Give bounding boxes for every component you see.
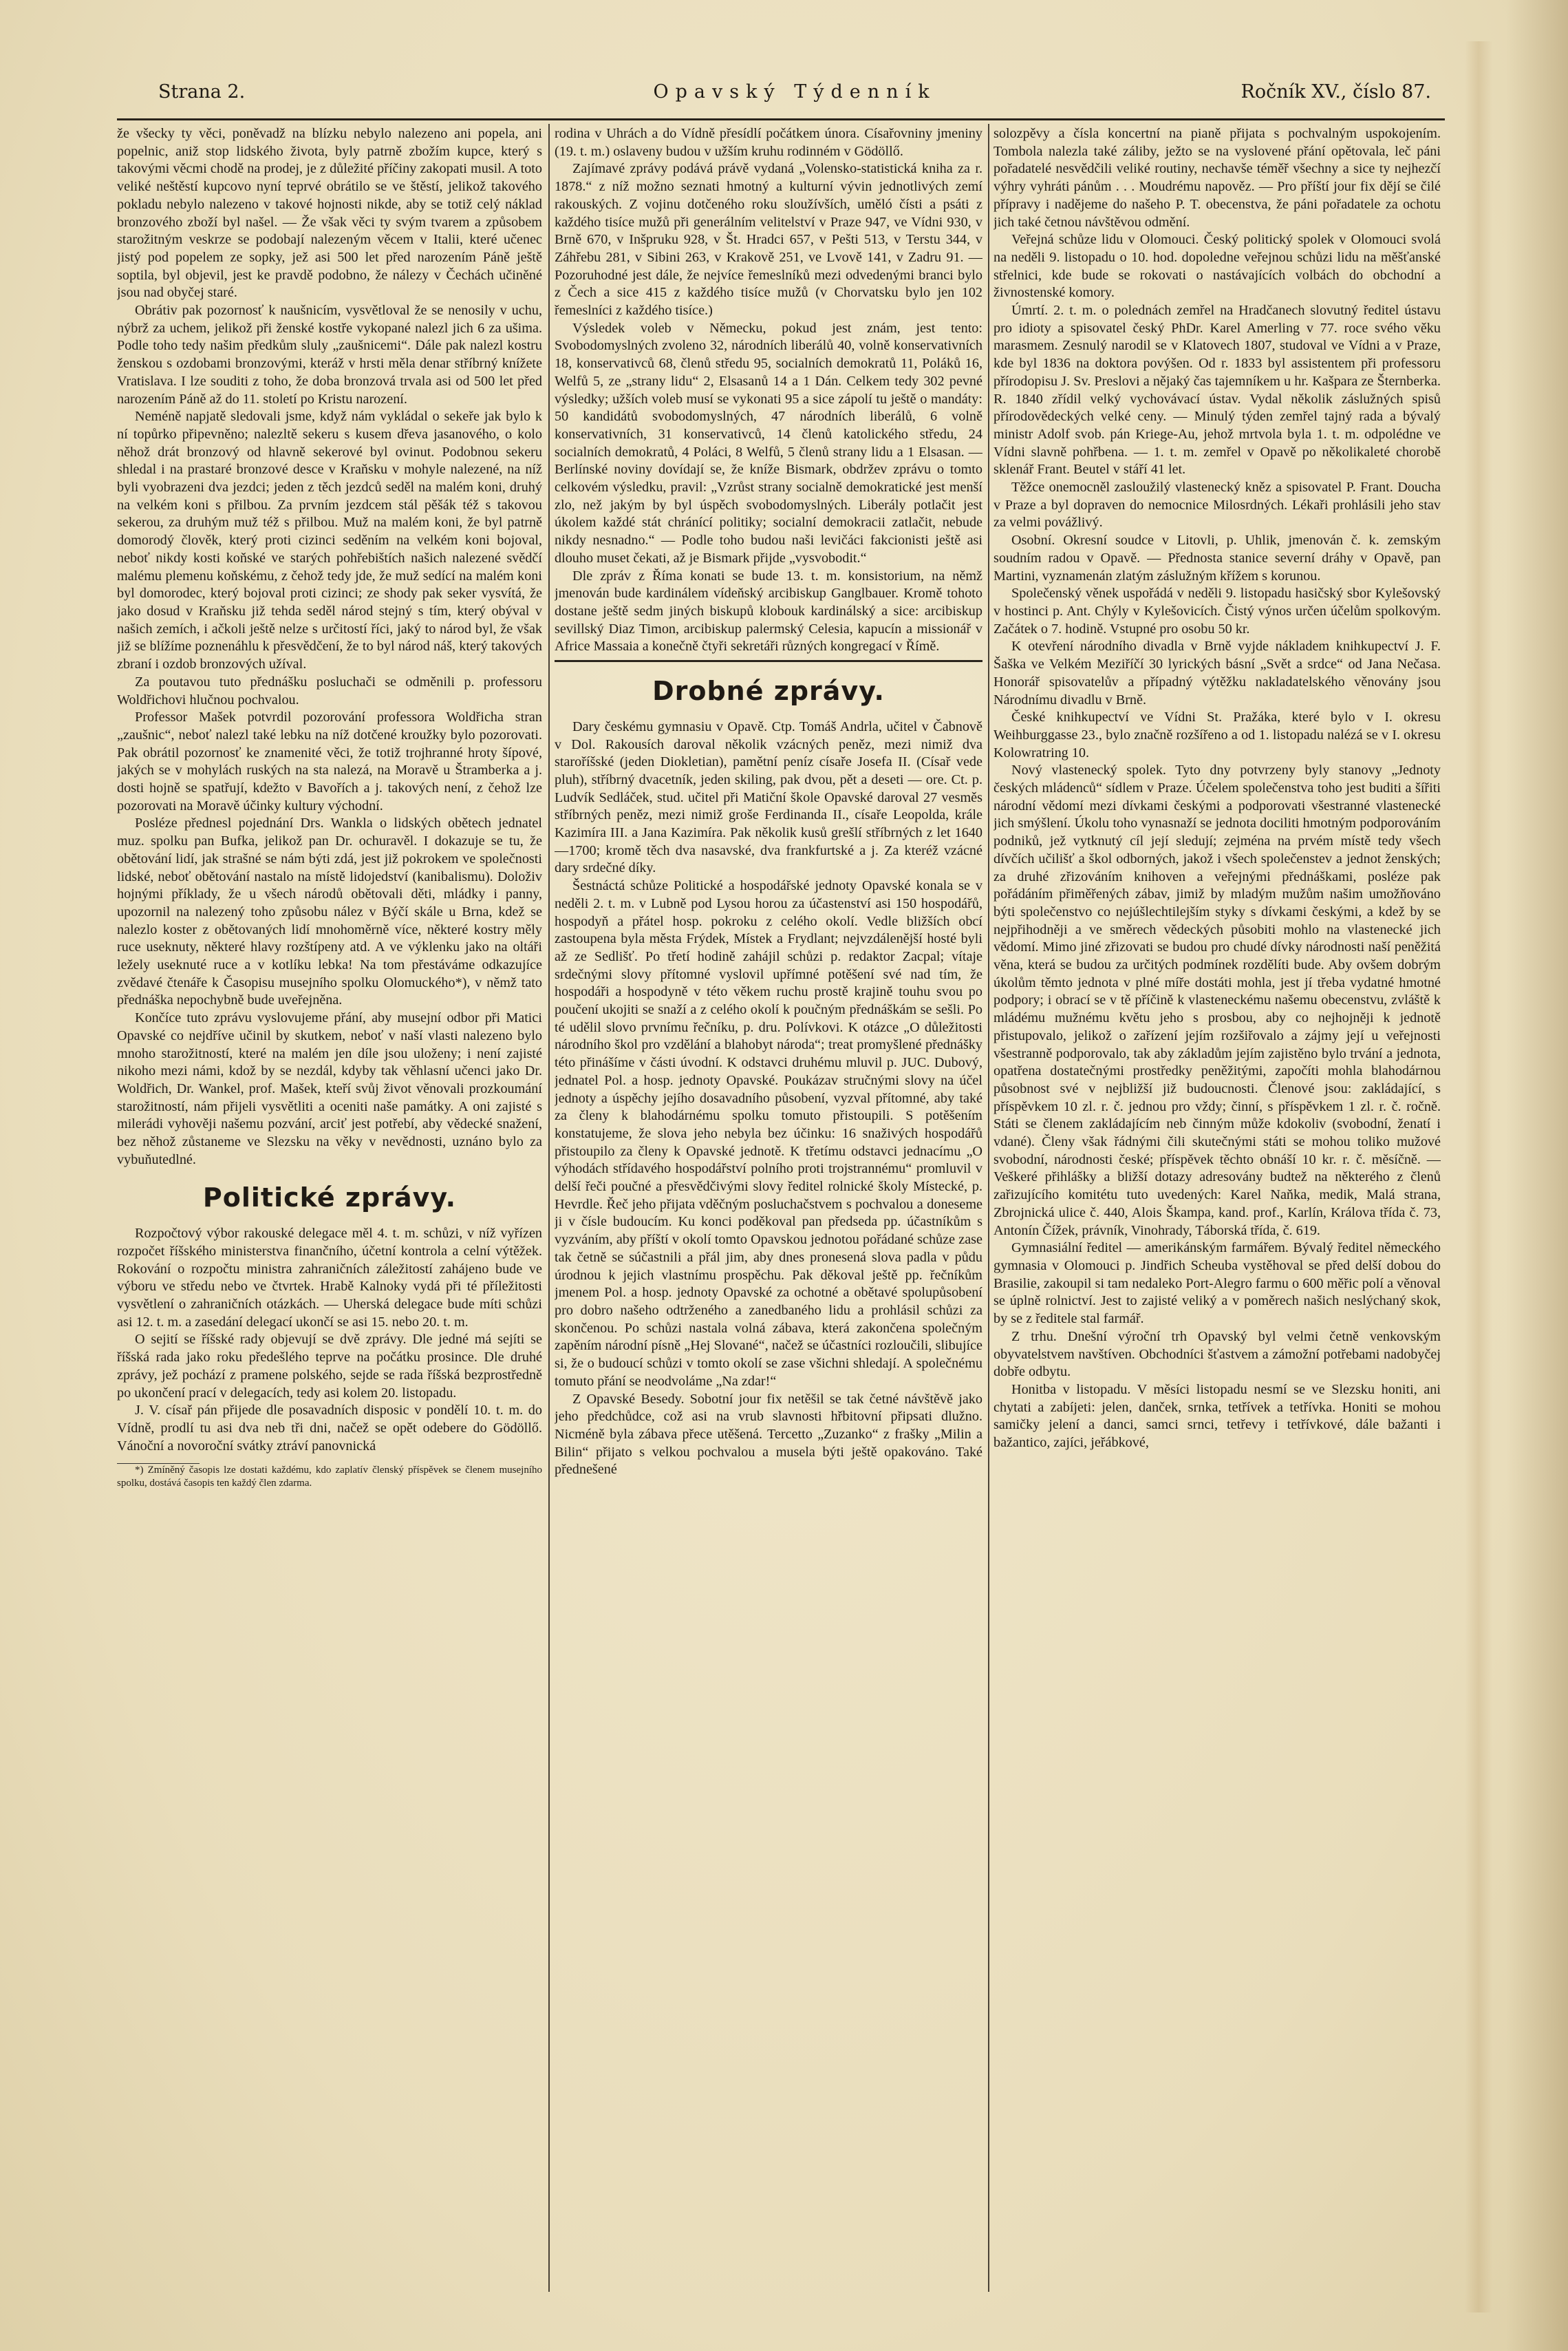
page-edge-shadow bbox=[1506, 0, 1568, 2351]
section-heading-politics: Politické zprávy. bbox=[202, 1182, 457, 1213]
paragraph: Osobní. Okresní soudce v Litovli, p. Uhlik, jmenován č. k. zemským soudním radou v Opavě. — Přednosta stanice severní dráhy v Opavě, pan Martini, vyznamenán zlatým záslužným křížem s korunou. bbox=[994, 533, 1441, 584]
paragraph: Končíce tuto zprávu vyslovujeme přání, aby musejní odbor při Matici Opavské co nejdříve učinil by skutkem, neboť v naší vlasti nalezeno bylo mnoho starožitností, které na malém jen díle jsou uloženy; i není zajisté nikoho mezi námi, kdož by se nezdál, kdyby tak věhlasní učenci jako Dr. Woldřich, Dr. Wankel, prof. Mašek, kteří svůj život věnovali prozkoumání starožitností, nám přijeli vysvětliti a oceniti naše památky. A oni zajisté s milerádi vyhověji našemu pozvání, arciť jest potřebí, aby vědecké snažení, bez něhož zůstaneme ve Slezsku na věky v nevědnosti, uznáno bylo za vybuňutedlné. bbox=[117, 1010, 542, 1167]
paragraph: Posléze přednesl pojednání Drs. Wankla o lidských obětech jednatel muz. spolku pan Bufka, jelikož pan Dr. ochuravěl. I dokazuje se tu, že obětování lidí, jak strašné se nám býti zdá, jest již pokrokem ve společnosti lidské, neboť obětování nastalo na místě lidojedství (kanibalismu). Doloživ hojnými příklady, že u všech národů obětovali děti, mládky i panny, upozornil na nalezený toho způsobu nález v Býčí skále u Brna, kdež se nalezlo koster z obětovaných lidí mnohoměrně více, některé kostry měly ruce useknuty, některé hlavy rozštípeny atd. A ve výklenku jako na oltáři ležely useknuté ruce a v kotlíku lebka! Na tom přestáváme odkazujíce zvědavé čtenáře k Časopisu musejního spolku Olomuckého*), v němž tato přednáška nepochybně bude uveřejněna. bbox=[117, 816, 542, 1008]
issue-number: Ročník XV., číslo 87. bbox=[1241, 81, 1431, 103]
page-number: Strana 2. bbox=[158, 81, 246, 103]
paragraph: Výsledek voleb v Německu, pokud jest znám, jest tento: Svobodomyslných zvoleno 32, národních liberálů 40, volně konservativních 18, konservativců 68, členů středu 95, socialních demokratů 11, Poláků 16, Welfů 5, ze „strany lidu“ 2, Elsasanů 14 a 1 Dán. Celkem tedy 302 pevné výsledky; užších voleb musí se vykonati 95 a sice zápolí tu ještě o mandáty: 50 kandidátů svobodomyslných, 47 národních liberálů, 6 volně konservativních, 31 konservativců, 14 členů katolického středu, 24 socialních demokratů, 4 Poláci, 8 Welfů, 5 členů strany lidu a 1 Elsasan. — Berlínské noviny dovídají se, že kníže Bismark, obdržev zprávu o tomto celkovém výsledku, pravil: „Vzrůst strany socialně demokratické jest menší zlo, než jakým by byl úspěch svobodomyslných. Liberály potlačit jest úkolem každé stát chránící politiky; socialní demokracii zatlačit, nebude nikdy nesnadno.“ — Podle toho budou naši levičáci fakcionisti ještě asi dlouho muset čekati, až je Bismark přijde „vysvobodit.“ bbox=[555, 320, 982, 566]
paragraph: že všecky ty věci, poněvadž na blízku nebylo nalezeno ani popela, ani popelnic, aniž stop lidského života, byly patrně zbožím kupce, který s takovými věcmi chodě na prodej, je z důležité příčiny zakopati musil. A toto veliké neštěstí kupcovo nyní teprvé obrátilo se ve štěstí, jelikož takového pokladu nebylo nalezeno v takové hojnosti nikde, aby se totiž celý náklad bronzového zboží byl našel. — Že však věci ty svým tvarem a způsobem starožitným veskrze se podobají nalezeným věcem v Italii, které učenec jistý pod popelem ze sopky, jež asi 500 let před narozením Páně ještě soptila, byl objevil, jest ke pravdě podobno, že nálezy v Čechách učiněné jsou nad obyčej staré. bbox=[117, 126, 542, 301]
paragraph: Těžce onemocněl zasloužilý vlastenecký kněz a spisovatel P. Frant. Doucha v Praze a byl dopraven do nemocnice Milosrdných. Lékaři prohlásili jeho stav za velmi povážlivý. bbox=[994, 480, 1441, 531]
column-3 bbox=[994, 125, 1441, 2314]
paragraph: Dle zpráv z Říma konati se bude 13. t. m. konsistorium, na němž jmenován bude kardinálem vídeňský arcibiskup Ganglbauer. Kromě tohoto dostane ještě sedm jiných biskupů klobouk kardinálský a sice: arcibiskup sevillský Diaz Timon, arcibiskup palermský Celesia, kapucín a missionář v Africe Massaia a konečně čtyři sekretáři různých kongregací v Římě. bbox=[555, 568, 982, 655]
paragraph: rodina v Uhrách a do Vídně přesídlí počátkem února. Císařovniny jmeniny (19. t. m.) oslaveny budou v užším kruhu rodinném v Gödöllő. bbox=[555, 126, 982, 159]
column-divider bbox=[548, 124, 550, 2292]
paragraph: Obrátiv pak pozornosť k naušnicím, vysvětloval že se nenosily v uchu, nýbrž za uchem, jelikož při ženské kostře vykopané nalezl jich 6 za ušima. Podle toho tedy našim předkům sluly „zaušnicemi“. Dále pak nalezl kostru ženskou s ozdobami bronzovými, kteráž v hrsti měla denar stříbrný knížete Vratislava. I lze souditi z toho, že doba bronzová trvala asi od 500 let před narozením Páně až do 11. století po Kristu narození. bbox=[117, 303, 542, 407]
paragraph: Úmrtí. 2. t. m. o polednách zemřel na Hradčanech slovutný ředitel ústavu pro idioty a spisovatel český PhDr. Karel Amerling v 77. roce svého věku marasmem. Zesnulý narodil se v Klatovech 1807, studoval ve Vídni a v Praze, kde byl 1836 na doktora povýšen. Od r. 1833 byl assistentem při professoru přírodopisu J. Sv. Preslovi a nějaký čas tajemníkem u hr. Kašpara ze Šternberka. R. 1840 zřídil velký vychovávací ústav. Vydal několik záslužných spisů přírodovědeckých velké ceny. — Minulý týden zemřel tajný rada a bývalý ministr Adolf svob. pán Kriege-Au, jehož mrtvola byla 1. t. m. odpolédne ve Vídni slavně pohřbena. — 1. t. m. zemřel v Opavě po několikaleté chorobě sklenář Frant. Beutel v stáří 41 let. bbox=[994, 303, 1441, 478]
paragraph: Společenský věnek uspořádá v neděli 9. listopadu hasičský sbor Kylešovský v hostinci p. Ant. Chýly v Kylešovicích. Čistý výnos určen účelům spolkovým. Začátek o 7. hodině. Vstupné pro osobu 50 kr. bbox=[994, 586, 1441, 637]
paragraph: Z Opavské Besedy. Sobotní jour fix netěšil se tak četné návštěvě jako jeho předchůdce, což asi na vrub slavnosti hřbitovní připsati dlužno. Nicméně byla zábava přece utěšená. Tercetto „Zuzanko“ z frašky „Milin a Bilin“ přijato s velkou pochvalou a musela býti ještě opakováno. Také přednešené bbox=[555, 1391, 982, 1478]
paragraph: O sejití se říšské rady objevují se dvě zprávy. Dle jedné má sejíti se říšská rada jako roku předešlého teprve na počátku prosince. Dle druhé zprávy, jež pochází z pramene polského, sejde se rada říšská bezprostředně po ukončení prací v delegacích, tedy asi kolem 20. listopadu. bbox=[117, 1332, 542, 1401]
paragraph: Gymnasiální ředitel — amerikánským farmářem. Bývalý ředitel německého gymnasia v Olomouci p. Jindřich Scheuba vystěhoval se před delší dobou do Brasilie, zakoupil si tam nedaleko Port-Alegro farmu o 600 měřic polí a věnoval se úplně rolnictví. Jest to zajisté veliký a v poměrech našich neslýchaný skok, by se z ředitele stal farmář. bbox=[994, 1240, 1441, 1327]
paragraph: České knihkupectví ve Vídni St. Pražáka, které bylo v I. okresu Weihburggasse 23., bylo značně rozšířeno a od 1. listopadu nalézá se v I. okresu Kolowratring 10. bbox=[994, 710, 1441, 760]
section-heading-news: Drobné zprávy. bbox=[652, 676, 885, 707]
paragraph: Honitba v listopadu. V měsíci listopadu nesmí se ve Slezsku honiti, ani chytati a zabíjeti: jelen, danček, srnka, tetřívek a tetřívka. Honiti se mohou samičky jelení a danci, samci srnci, tetřevy i tetřívkové, dále bažanti i bažantico, zajíci, jeřábkové, bbox=[994, 1381, 1441, 1451]
paragraph: Dary českému gymnasiu v Opavě. Ctp. Tomáš Andrla, učitel v Čabnově v Dol. Rakousích daroval několik vzácných peněz, mezi nimiž dva staroříšské (jeden Diokletian), pamětní peníz císaře Josefa II. (Císař vede pluh), stříbrný dvacetník, jeden skiling, pak dvou, pět a deseti — ore. Ct. p. Ludvík Sedláček, stud. učitel při Matiční škole Opavské daroval 27 vesměs stříbrných peněz, mezi nimiž groše Ferdinanda II., císaře Leopolda, krále Kazimíra III. a Jana Kazimíra. Pak několik kusů grešlí stříbrných z let 1640—1700; kromě těch dva nasavské, dva frankfurtské a j. Za kteréž vzácné dary srdečné díky. bbox=[555, 719, 982, 876]
page-header bbox=[158, 81, 1431, 116]
paragraph: K otevření národního divadla v Brně vyjde nákladem knihkupectví J. F. Šaška ve Velkém Meziříčí 30 lyrických básní „Svět a srdce“ od Jana Nečasa. Honorář spisovatelův a případný výtěžku nakladatelského věnovány jsou Národnímu divadlu v Brně. bbox=[994, 639, 1441, 708]
column-divider bbox=[988, 124, 989, 2292]
paragraph: Veřejná schůze lidu v Olomouci. Český politický spolek v Olomouci svolá na neděli 9. listopadu o 10. hod. dopoledne veřejnou schůzi lidu na měšťanské střelnici, kde bude se rokovati o nastávajících volbách do obchodní a živnostenské komory. bbox=[994, 232, 1441, 301]
paragraph: Nový vlastenecký spolek. Tyto dny potvrzeny byly stanovy „Jednoty českých mládenců“ sídlem v Praze. Účelem společenstva toho jest buditi a šířiti národní vědomí mezi dívkami českými a podporovati všestranné vlastenecké jich smýšlení. Úkolu toho vynasnaží se jednota dociliti hmotným podporováním podniků, jež vytknutý cíl její sledují; zejména na prvém místě tedy všech dívčích učilišť a škol odborných, jakož i všech společenstev a jednot ženských; za druhé zřizováním knihoven a veřejnými přednáškami, posléze pak pořádáním přiměřených zábav, jimiž by mladým mužům našim umožňováno býti společenstvo co nejúšlechtilejším styky s dívkami českými, a kdež by se nejpřihodněji a ve směrech vědeckých působiti mohlo na vlastenecké jich vědomí. Mimo jiné zřizovati se budou pro chudé dívky národnosti naší peněžitá věna, která se budou za určitých podmínek rozdělíti bude. Aby ovšem dobrým úkolům těmto jednota v plné míře dostáti mohla, jest jí třeba vydatné hmotné podpory; i obrací se v tě příčině k vlasteneckému našemu obecenstvu, zvláště k mládému mužnému květu jeho s prosbou, aby co nejhojněji k jednotě přistupovalo, jelikož o zařízení jejím rozšiřovalo a zájmy její u veřejnosti všestranně podporovalo, tak aby základům jejím zajistěno bylo trvání a jednota, opatřena dostatečnými prostředky peněžitými, započíti mohla blahodárnou působnost své v nejbližší již budoucnosti. Členové jsou: zakládající, s příspěvkem 10 zl. r. č. jednou pro vždy; činní, s příspěvkem 1 zl. r. č. ročně. Státi se členem zakládajícím neb činným může kdokoliv (svobodní, ženatí i vdané). Členy však řádnými čili skutečnými státi se mohou toliko mužové svobodní, národnosti české; příspěvek těchto obnáší 10 kr. r. č. měsíčně. — Veškeré přihlášky a bližší dotazy adresovány budtež na některého z členů zařizujícího komitétu tuto uvedených: Karel Naňka, medik, Malá strana, Zbrojnická ulice č. 440, Alois Škampa, kand. prof., Karlín, Králova třída č. 73, Antonín Čížek, právník, Vinohrady, Táborská třída, č. 619. bbox=[994, 763, 1441, 1238]
paragraph: solozpěvy a čísla koncertní na pianě přijata s pochvalným uspokojením. Tombola nalezla také záliby, ježto se na vyslovené přání opětovala, leč páni pořadatelé nesvědčili veliké routiny, nechavše téměř všechny a sice ty nejhezčí výhry vyhráti pánům . . . Moudrému napověz. — Pro příští jour fix dějí se čilé přípravy i nadějeme do našeho P. T. obecenstva, že páni pořadatele za ochotu jich také četnou návštěvou odmění. bbox=[994, 126, 1441, 230]
column-1 bbox=[117, 125, 542, 2314]
section-rule bbox=[555, 660, 982, 662]
newspaper-title: Opavský Týdenník bbox=[653, 81, 936, 103]
paragraph: Zajímavé zprávy podává právě vydaná „Volensko-statistická kniha za r. 1878.“ z níž možno seznati hmotný a kulturní vývin jednotlivých zemí rakouských. Z vojinu dotčeného roku sloužívších, uměló čísti a psáti z každého tisíce mužů při generálním velitelství v Praze 947, ve Vídni 930, v Brně 670, v Inšpruku 928, v Št. Hradci 657, v Pešti 513, v Terstu 344, v Záhřebu 281, v Sibini 263, v Krakově 251, ve Lvově 141, v Zadru 91. — Pozoruhodné jest dále, že nejvíce řemeslníků mezi odvedenými branci bylo z Čech a sice 415 z každého tisíce mužů (v Chorvatsku bylo jen 102 řemeslníci z každého tisíce.) bbox=[555, 161, 982, 319]
paragraph: Z trhu. Dnešní výroční trh Opavský byl velmi četně venkovským obyvatelstvem navštíven. Obchodníci šťastvem a zámožní potřebami nadobyčej dobře odbytu. bbox=[994, 1328, 1441, 1380]
paragraph: Za poutavou tuto přednášku posluchači se odměnili p. professoru Woldřichovi hlučnou pochvalou. bbox=[117, 674, 542, 708]
paragraph: J. V. císař pán přijede dle posavadních disposic v pondělí 10. t. m. do Vídně, prodlí tu asi dva neb tři dni, načež se opět odebere do Gödöllő. Vánoční a novoroční svátky ztráví panovnická bbox=[117, 1403, 542, 1454]
paper-stain bbox=[1465, 41, 1492, 2312]
column-2 bbox=[555, 125, 982, 2314]
header-rule bbox=[117, 118, 1445, 120]
footnote: *) Zmíněný časopis lze dostati každému, kdo zaplatív členský příspěvek se členem musejního spolku, dostává časopis ten každý člen zdarma. bbox=[117, 1465, 542, 1489]
paragraph: Neméně napjatě sledovali jsme, když nám vykládal o sekeře jak bylo k ní topůrko připevněno; nalezltě sekeru s kusem dřeva jasanového, o kolo něhož drát bronzový od hlavně sekerové byl ovinut. Podobnou sekeru shledal i na prastaré bronzové desce v Kraňsku v mohyle nalezené, na níž byli vyobrazeni dva jezdci; jeden z těch jezdců seděl na malém koni, druhý na velkém koni s přilbou. Za prvním jezdcem stál pěšák též s takovou sekerou, za druhým muž též s přilbou. Muž na malém koni, že byl patrně domorodý člověk, který proti cizinci seděním na velkém koni bojoval, neboť nikdy kosti koňské ve starých pohřebištích našich nalezené svědčí malému plemenu koňskému, z čehož tedy jde, že muž sedící na malém koni byl domorodec, který bojoval proti cizinci; ze shody pak seker vysvítá, že jako dosud v Kraňsku již tehda seděl národ stejný s tím, který obýval v našich zemích, i ačkoli ještě nelze s určitostí říci, jaký to národ byl, že však již se blížíme poznenáhlu k přesvědčení, že to byl národ náš, který takových zbraní i ozdob bronzových užíval. bbox=[117, 409, 542, 672]
paragraph: Rozpočtový výbor rakouské delegace měl 4. t. m. schůzi, v níž vyřízen rozpočet říšského ministerstva finančního, účetní kontrola a celní výtěžek. Rokování o rozpočtu ministra zahraničních záležitostí zahájeno bude ve výboru ve středu nebo ve čtvrtek. Hrabě Kalnoky vydá při té příležitosti vysvětlení o zahraničních otázkách. — Uherská delegace bude míti schůzi asi 12. t. m. a zasedání delegací ukončí se asi 15. nebo 20. t. m. bbox=[117, 1226, 542, 1330]
paragraph: Šestnáctá schůze Politické a hospodářské jednoty Opavské konala se v neděli 2. t. m. v Lubně pod Lysou horou za účastenství asi 150 hospodářů, hospodyň a přátel hosp. pokroku z celého okolí. Vedle bližších obcí zastoupena byla města Frýdek, Místek a Frydlant; nejvzdálenější hosté byli až ze Sedlišť. Po třetí hodině zahájil schůzi p. redaktor Zacpal; vítaje srdečnými slovy přítomné vyslovil upřímné potěšení své nad tím, že hospodáři a hospodyně v této věkem ruchu prostě krajině touhu svou po poučení ukojiti se snaží a z celého okolí k poučným přednáškám se sešli. Po té udělil slovo prvnímu řečníku, p. dru. Polívkovi. K otázce „O důležitosti národního škol pro vzdělání a blahobyt národa“; treat promyšlené přednášky této přinášíme v části úvodní. K odstavci druhému mluvil p. JUC. Dubový, jednatel Pol. a hosp. jednoty Opavské. Poukázav stručnými slovy na účel jednoty a úspěchy jejího dosavadního působení, vyzval přítomné, aby také za členy k blahodárnému spolku tomuto přistoupili. S potěšením konstatujeme, že slova jeho nebyla bez účinku: 16 snaživých hospodářů přistoupilo za členy k Opavské jednotě. K třetímu odstavci jednacímu „O výhodách střídavého hospodářství polního proti trojstrannému“ promluvil v delší řeči poučné a přesvědčivými slovy ředitel rolnické školy Místecké, p. Hevrdle. Řeč jeho přijata vděčným posluchačstvem s pochvalou a doneseme ji v čísle budoucím. Ku konci poděkoval pan předseda pp. účastníkům s vyzváním, aby příští v okolí tomto Opavskou jednotou pořádané schůze zase tak četně se súčastnili a přál jim, aby dnes pronesená slova padla v půdu úrodnou k jejich vlastnímu prospěchu. Pak děkoval ještě pp. řečníkům jmenem Pol. a hosp. jednoty Opavské za ochotné a obětavé spolupůsobení pro dobro našeho odtrženého a zanedbaného lidu a prohlásil schůzi za skončenou. Po schůzi nastala volná zábava, která zakončena společným zapěním národní písně „Hej Slované“, načež se účastníci rozloučili, slibujíce si, že o budoucí schůzi v tomto okolí se zase všichni shledají. A společnému tomuto přání se neodvoláme „Na zdar!“ bbox=[555, 878, 982, 1389]
paragraph: Professor Mašek potvrdil pozorování professora Woldřicha stran „zaušnic“, neboť nalezl také lebku na níž dotčené kroužky bylo pozorovati. Pak obrátil pozornosť ke znamenité věci, že totiž trojhranné hroty šípové, jakých se v mohylách ruských na sta nalezá, na Moravě u Štramberka a j. dosti hojně se spatřují, kdežto v Bavořích a j. takových není, z čehož lze pozorovati na Moravě účinky kultury východní. bbox=[117, 710, 542, 813]
